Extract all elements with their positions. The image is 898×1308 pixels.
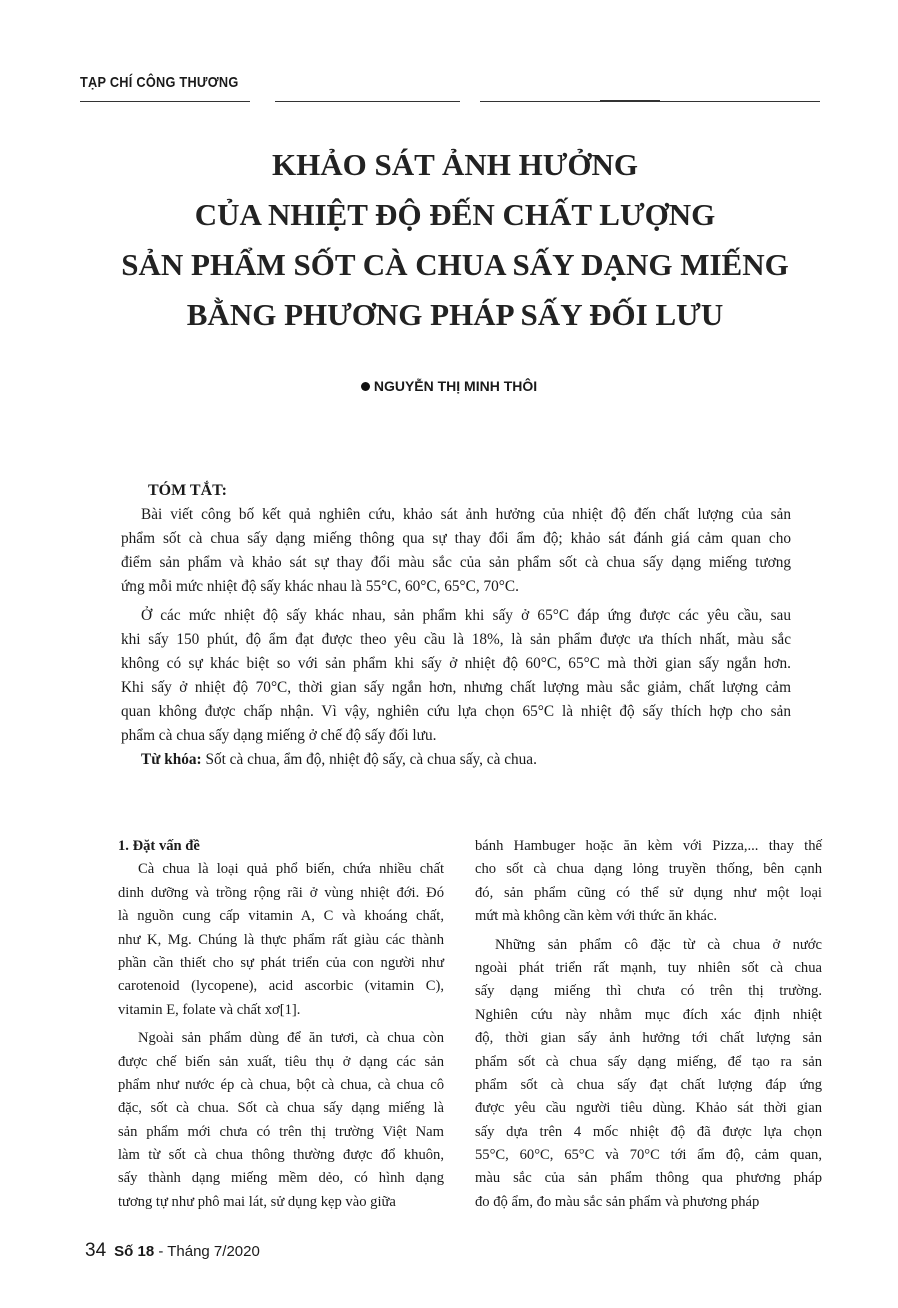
header-rule bbox=[80, 101, 250, 102]
text-line: Khi sấy ở nhiệt độ 70°C, thời gian sấy ngắn hơn, nhưng chất lượng màu sắc giảm, chất lượng cảm bbox=[121, 679, 791, 696]
text-line: bánh Hambuger hoặc ăn kèm với Pizza,... thay thế bbox=[475, 838, 822, 854]
text-line: như K, Mg. Chúng là thực phẩm rất giàu các thành bbox=[118, 931, 444, 948]
title-line: SẢN PHẨM SỐT CÀ CHUA SẤY DẠNG MIẾNG bbox=[121, 247, 789, 282]
text-line: tương tự như phô mai lát, sử dụng kẹp vào giữa bbox=[118, 1193, 396, 1210]
keywords bbox=[121, 748, 791, 772]
text-line: không có sự khác biệt so với sản phẩm khi sấy ở nhiệt độ 60°C, 65°C mà thời gian sấy ngắn hơn. bbox=[121, 655, 791, 672]
article-title bbox=[60, 140, 850, 340]
section-heading: 1. Đặt vấn đề bbox=[118, 838, 200, 854]
left-column bbox=[118, 835, 444, 1214]
header-rule bbox=[275, 101, 460, 102]
text-line: phẩm sốt cà chua sấy đạt chất lượng đáp ứng bbox=[475, 1076, 822, 1093]
text-line: Cà chua là loại quả phổ biến, chứa nhiều chất bbox=[138, 861, 444, 878]
text-line: phần cần thiết cho sự phát triển của con người như bbox=[118, 954, 444, 971]
right-column bbox=[475, 835, 822, 1214]
header-rule bbox=[480, 101, 600, 102]
text-line: sấy dựa trên 4 mốc nhiệt độ đã được lựa chọn bbox=[475, 1123, 822, 1140]
page-number: 34 bbox=[85, 1240, 107, 1261]
header-rule bbox=[660, 101, 820, 102]
title-line: BẰNG PHƯƠNG PHÁP SẤY ĐỐI LƯU bbox=[186, 297, 724, 332]
text-line: làm từ sốt cà chua thông thường được đổ khuôn, bbox=[118, 1147, 444, 1164]
text-line: 55°C, 60°C, 65°C và 70°C tới ẩm độ, cảm quan, bbox=[475, 1147, 822, 1164]
text-line: phẩm cà chua sấy dạng miếng ở chế độ sấy đối lưu. bbox=[121, 727, 437, 744]
issue-number: Số 18 bbox=[114, 1243, 155, 1260]
text-line: sản phẩm mới chưa có trên thị trường Việt Nam bbox=[118, 1123, 444, 1140]
text-line: độ, thời gian sấy ảnh hưởng tới chất lượng sản bbox=[475, 1030, 822, 1047]
text-line: vitamin E, folate và chất xơ[1]. bbox=[118, 1001, 301, 1018]
text-line: khi sấy 150 phút, độ ẩm đạt được theo yêu cầu là 18%, là sản phẩm được ưa thích nhất, màu sắc bbox=[121, 631, 791, 648]
text-line: Ở các mức nhiệt độ sấy khác nhau, sản phẩm khi sấy ở 65°C đáp ứng được các yêu cầu, sau bbox=[141, 607, 791, 624]
text-line: màu sắc của sản phẩm thông qua phương pháp bbox=[475, 1170, 822, 1187]
keywords-label: Từ khóa: bbox=[141, 751, 202, 768]
abstract-body bbox=[121, 503, 791, 772]
text-line: Những sản phẩm cô đặc từ cà chua ở nước bbox=[495, 936, 822, 953]
bullet-icon bbox=[361, 382, 370, 391]
text-line: cho sốt cà chua dạng lỏng truyền thống, bên cạnh bbox=[475, 861, 822, 878]
text-line: phẩm sốt cà chua sấy dạng miếng, để tạo ra sản bbox=[475, 1053, 822, 1070]
text-line: phẩm như nước ép cà chua, bột cà chua, cà chua cô bbox=[118, 1076, 444, 1093]
abstract-heading: TÓM TẮT: bbox=[148, 482, 227, 499]
text-line: carotenoid (lycopene), acid ascorbic (vitamin C), bbox=[118, 978, 444, 995]
text-line: ngoài phát triển rất mạnh, tuy nhiên sốt cà chua bbox=[475, 959, 822, 976]
page-footer bbox=[85, 1240, 260, 1262]
text-line: phẩm sốt cà chua sấy dạng miếng thông qua sự thay đổi ẩm độ; khảo sát đánh giá cảm quan cho bbox=[121, 530, 791, 547]
text-line: điểm sản phẩm và khảo sát sự thay đổi màu sắc của sản phẩm sốt cà chua sấy dạng miếng tương bbox=[121, 554, 791, 571]
text-line: mứt mà không cần kèm với thức ăn khác. bbox=[475, 908, 717, 925]
text-line: đo độ ẩm, đo màu sắc sản phẩm và phương pháp bbox=[475, 1193, 760, 1210]
header-rule bbox=[600, 100, 660, 102]
text-line: là nguồn cung cấp vitamin A, C và khoáng chất, bbox=[118, 908, 444, 925]
title-line: CỦA NHIỆT ĐỘ ĐẾN CHẤT LƯỢNG bbox=[194, 197, 716, 232]
author-name: NGUYỄN THỊ MINH THÔI bbox=[373, 378, 538, 394]
text-line: Nghiên cứu này nhằm mục đích xác định nhiệt bbox=[475, 1006, 822, 1023]
text-line: Ngoài sản phẩm dùng để ăn tươi, cà chua còn bbox=[138, 1030, 444, 1047]
issue-date: - Tháng 7/2020 bbox=[154, 1243, 260, 1260]
text-line: đặc, sốt cà chua. Sốt cà chua sấy dạng miếng là bbox=[118, 1100, 444, 1117]
text-line: quan không được chấp nhận. Vì vậy, nghiên cứu lựa chọn 65°C là nhiệt độ sấy thích hợp cho sản bbox=[121, 703, 791, 720]
text-line: được chế biến sản xuất, tiêu thụ ở dạng các sản bbox=[118, 1053, 444, 1070]
text-line: sấy thành dạng miếng mềm dẻo, có hình dạng bbox=[118, 1170, 444, 1187]
text-line: dinh dưỡng và trồng rộng rãi ở vùng nhiệt đới. Đó bbox=[118, 884, 444, 901]
author-byline bbox=[0, 378, 898, 394]
title-line: KHẢO SÁT ẢNH HƯỞNG bbox=[271, 147, 638, 182]
text-line: đó, sản phẩm cũng có thể sử dụng như một loại bbox=[475, 884, 822, 901]
text-line: ứng mỗi mức nhiệt độ sấy khác nhau là 55°C, 60°C, 65°C, 70°C. bbox=[121, 578, 519, 595]
text-line: được yêu cầu người tiêu dùng. Khảo sát thời gian bbox=[475, 1100, 822, 1117]
text-line: sấy dạng miếng thì chưa có trên thị trường. bbox=[475, 983, 822, 1000]
text-line: Bài viết công bố kết quả nghiên cứu, khảo sát ảnh hưởng của nhiệt độ đến chất lượng của sản bbox=[141, 506, 791, 523]
keywords-text: Sốt cà chua, ẩm độ, nhiệt độ sấy, cà chua sấy, cà chua. bbox=[201, 751, 537, 768]
journal-name: TẠP CHÍ CÔNG THƯƠNG bbox=[80, 74, 239, 91]
